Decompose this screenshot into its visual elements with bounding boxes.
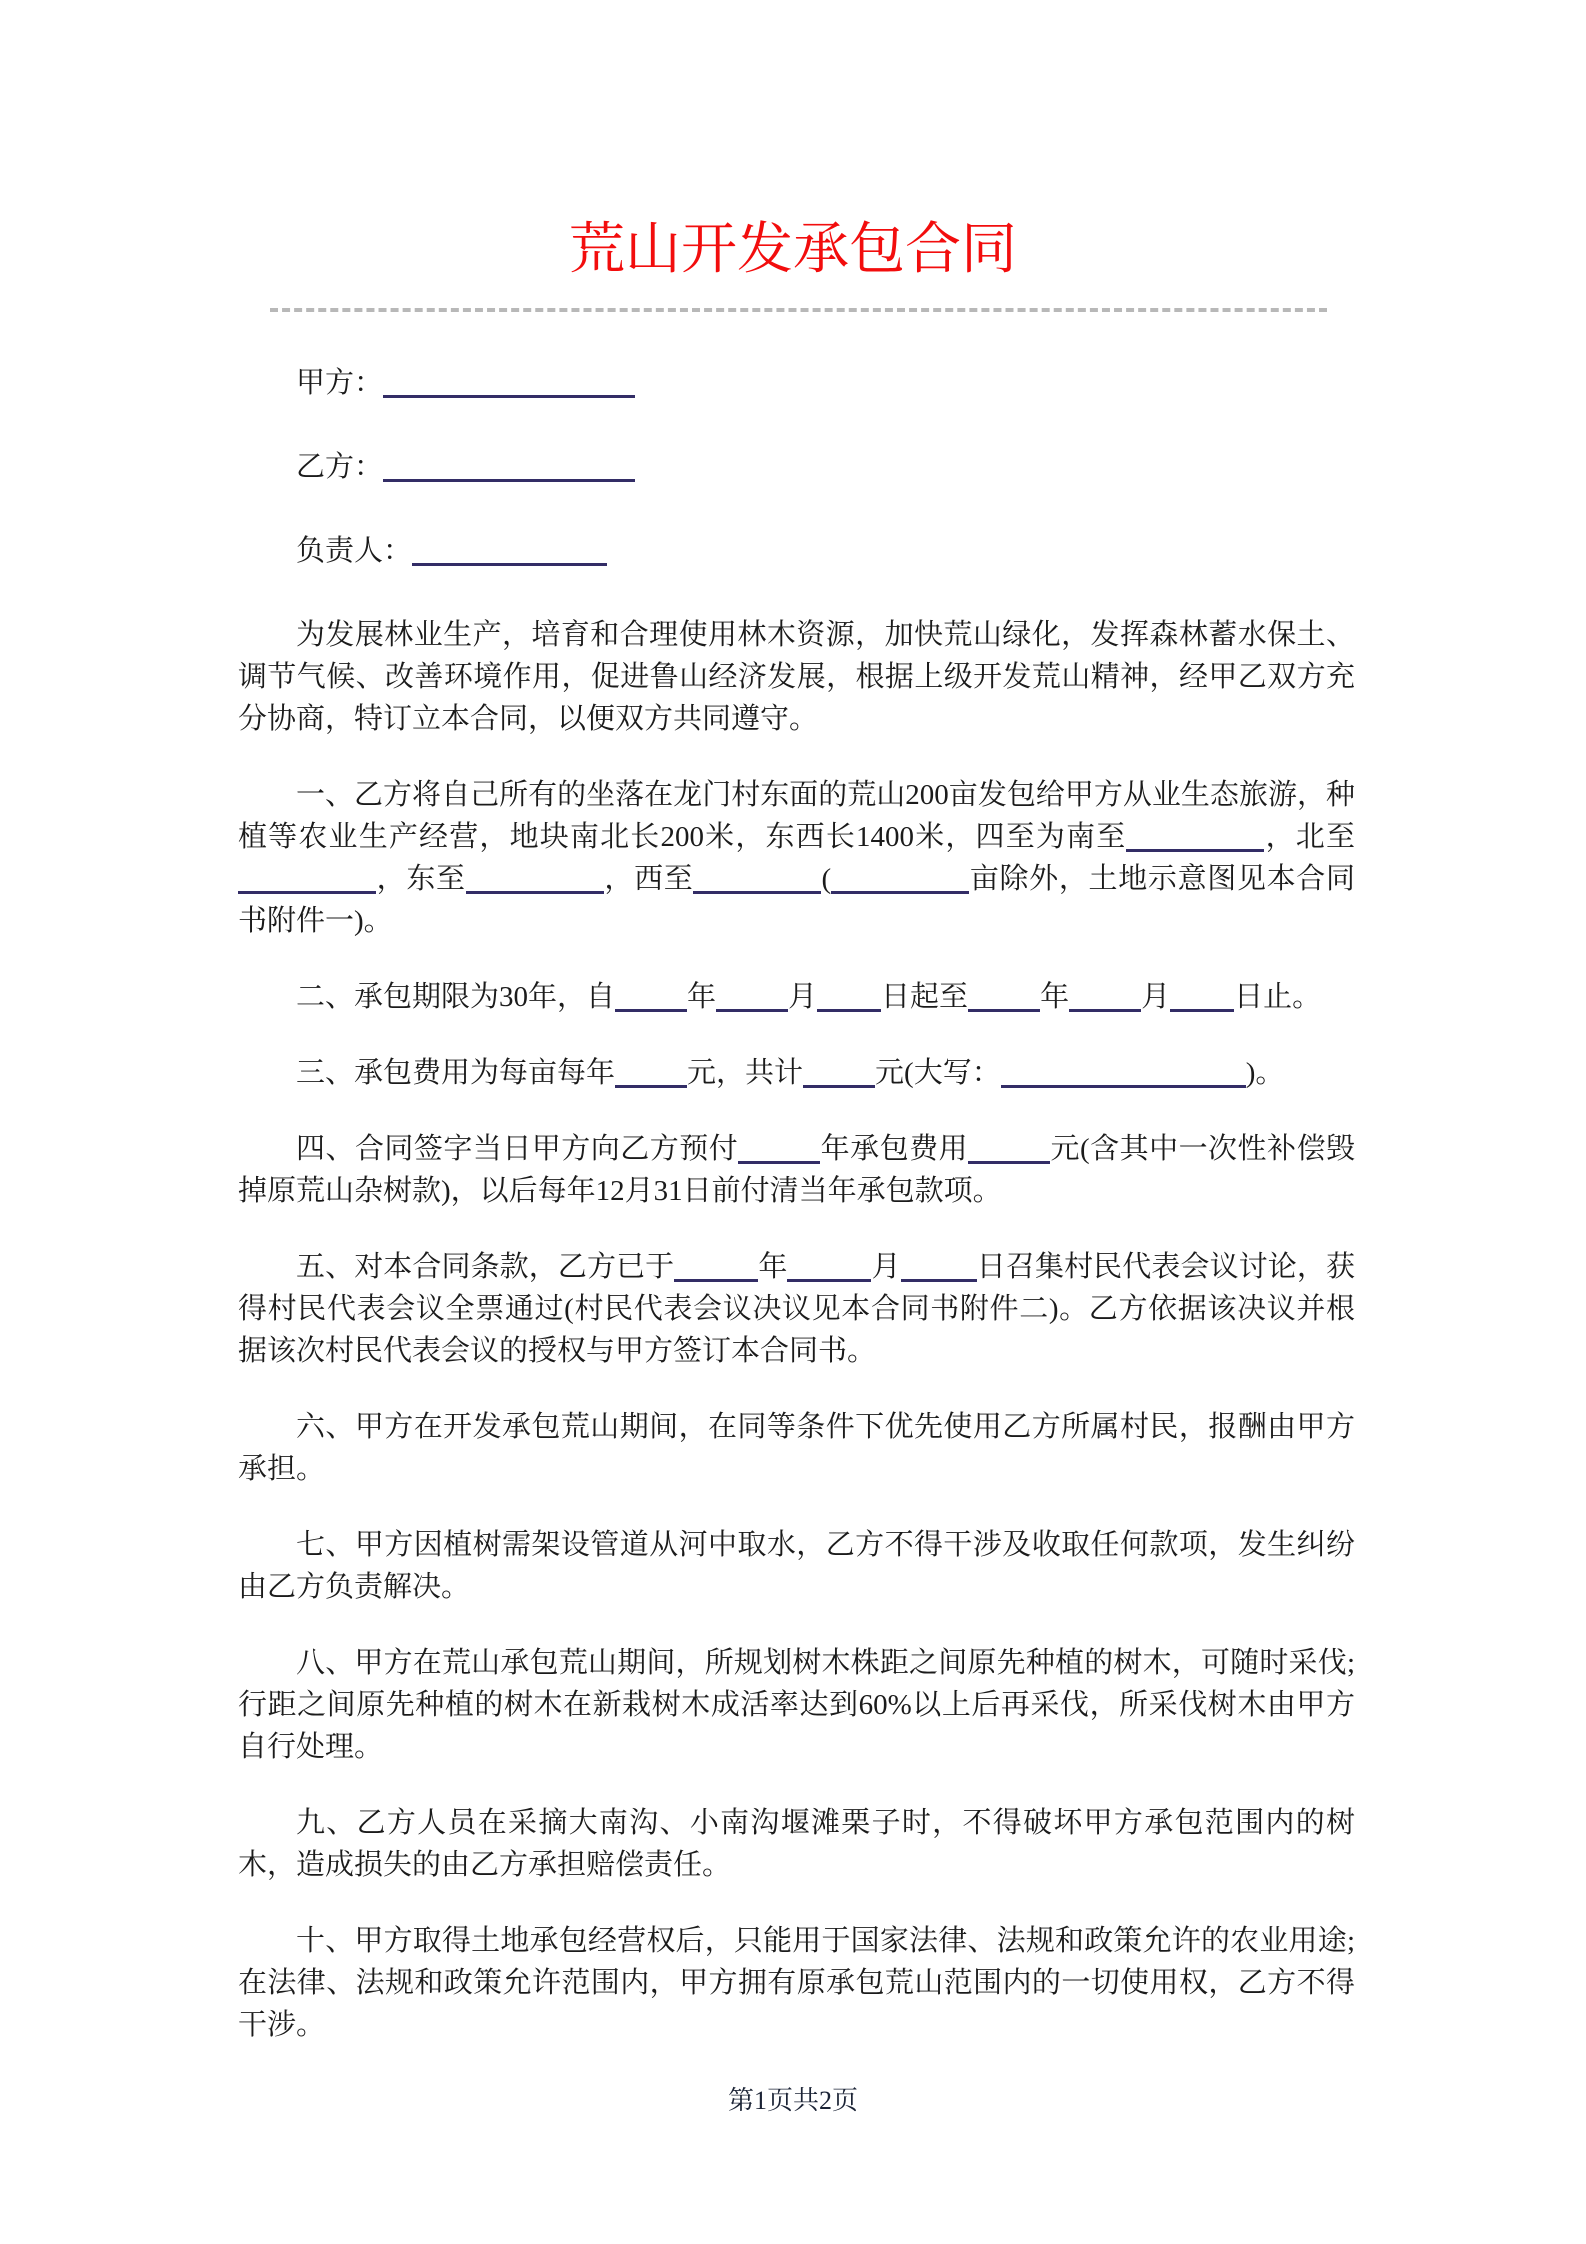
page-title: 荒山开发承包合同 [569,219,1017,281]
page-number: 第1页共2页 [727,2086,858,2115]
blank-fill-line [238,865,376,894]
blank-fill-line [1170,983,1234,1012]
blank-fill-line [615,983,687,1012]
field-row [238,530,1355,572]
contract-body [238,614,1355,2046]
blank-fill-line [674,1253,758,1282]
contract-paragraph-clause-4: 四、合同签字当日甲方向乙方预付 年承包费用 元(含其中一次性补偿毁掉原荒山杂树款)，以后每年12月31日前付清当年承包款项。 [238,1133,1355,1207]
blank-fill-line [383,453,635,482]
blank-fill-line [968,1135,1050,1164]
field-label: 乙方： [296,451,384,483]
blank-fill-line [831,865,969,894]
blank-fill-line [693,865,821,894]
field-row [238,362,1355,404]
title-separator-dashed-line [270,308,1327,312]
blank-fill-line [901,1253,977,1282]
contract-paragraph-clause-2: 二、承包期限为30年，自 年 月 日起至 年 月 日止。 [296,981,1322,1013]
blank-fill-line [803,1059,875,1088]
contract-paragraph-clause-10: 十、甲方取得土地承包经营权后，只能用于国家法律、法规和政策允许的农业用途;在法律、法规和政策允许范围内，甲方拥有原承包荒山范围内的一切使用权，乙方不得干涉。 [238,1925,1355,2041]
contract-paragraph-clause-1: 一、乙方将自己所有的坐落在龙门村东面的荒山200亩发包给甲方从业生态旅游，种植等农业生产经营，地块南北长200米，东西长1400米，四至为南至 ，北至，东至 ，西至 ( 亩除外，土地示意图见本合同书附件一)。 [238,779,1355,937]
blank-fill-line [968,983,1040,1012]
blank-fill-line [383,369,635,398]
blank-fill-line [716,983,788,1012]
blank-fill-line [466,865,604,894]
field-label: 甲方： [296,367,384,399]
blank-fill-line [615,1059,687,1088]
blank-fill-line [1069,983,1141,1012]
contract-paragraph-clause-8: 八、甲方在荒山承包荒山期间，所规划树木株距之间原先种植的树木，可随时采伐;行距之间原先种植的树木在新栽树木成活率达到60%以上后再采伐，所采伐树木由甲方自行处理。 [238,1647,1355,1763]
blank-fill-line [412,537,607,566]
contract-paragraph-clause-3: 三、承包费用为每亩每年 元，共计 元(大写： )。 [296,1057,1285,1089]
blank-fill-line [738,1135,820,1164]
blank-fill-line [1001,1059,1246,1088]
field-row [238,446,1355,488]
contract-paragraph-clause-5: 五、对本合同条款，乙方已于 年 月 日召集村民代表会议讨论，获得村民代表会议全票通过(村民代表会议决议见本合同书附件二)。乙方依据该决议并根据该次村民代表会议的授权与甲方签订本合同书。 [238,1251,1355,1367]
contract-paragraph-preamble: 为发展林业生产，培育和合理使用林木资源，加快荒山绿化，发挥森林蓄水保土、调节气候、改善环境作用，促进鲁山经济发展，根据上级开发荒山精神，经甲乙双方充分协商，特订立本合同，以便双方共同遵守。 [238,619,1355,735]
blank-fill-line [1126,823,1264,852]
field-label: 负责人： [296,535,413,567]
contract-paragraph-clause-7: 七、甲方因植树需架设管道从河中取水，乙方不得干涉及收取任何款项，发生纠纷由乙方负责解决。 [238,1529,1355,1603]
contract-paragraph-clause-6: 六、甲方在开发承包荒山期间，在同等条件下优先使用乙方所属村民，报酬由甲方承担。 [238,1411,1355,1485]
blank-fill-line [787,1253,871,1282]
contract-paragraph-clause-9: 九、乙方人员在采摘大南沟、小南沟堰滩栗子时，不得破坏甲方承包范围内的树木，造成损失的由乙方承担赔偿责任。 [238,1807,1355,1881]
signature-fields [238,362,1355,572]
blank-fill-line [817,983,881,1012]
